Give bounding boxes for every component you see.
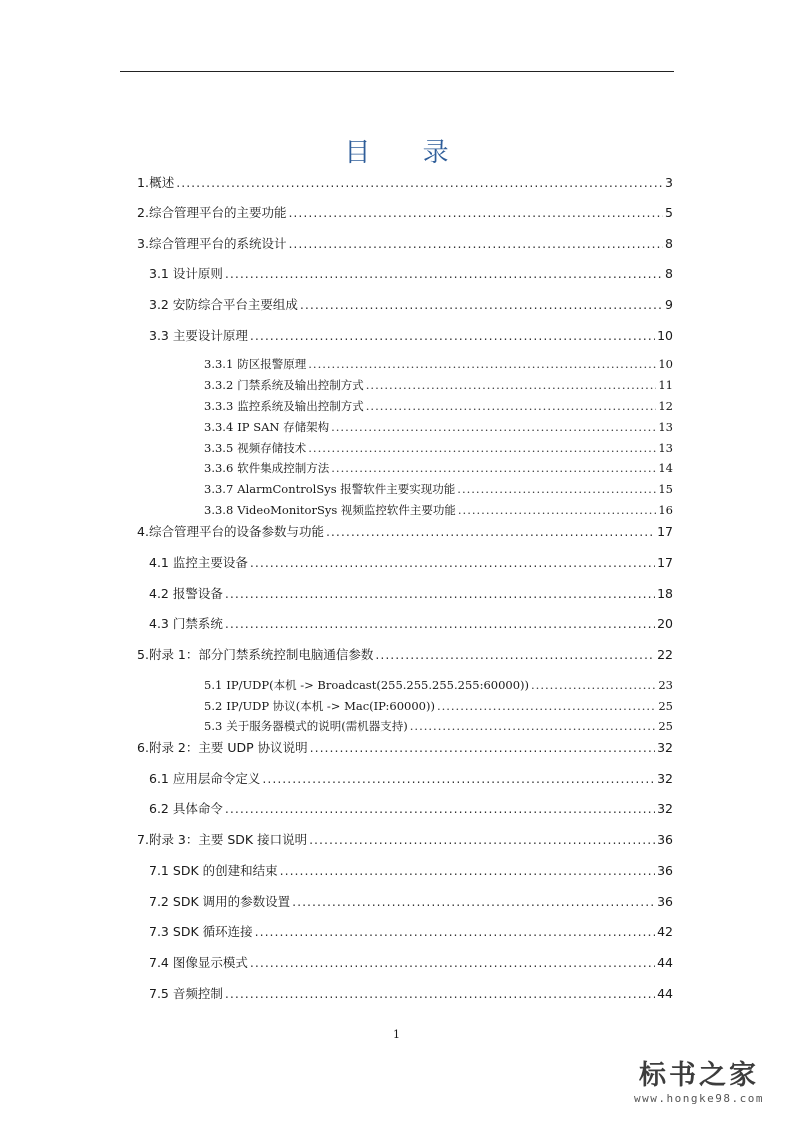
toc-entry[interactable] <box>149 586 673 602</box>
toc-entry[interactable] <box>149 894 673 910</box>
entry-title: AlarmControlSys 报警软件主要实现功能 <box>237 482 456 496</box>
toc-entry[interactable] <box>149 297 673 313</box>
leader-dots <box>366 377 657 393</box>
entry-title: 监控主要设备 <box>172 555 248 570</box>
entry-page: 11 <box>658 378 673 392</box>
leader-dots <box>531 677 656 693</box>
leader-dots <box>288 205 663 221</box>
entry-title: 主要设计原理 <box>172 328 248 343</box>
toc-entry[interactable] <box>137 205 673 221</box>
entry-number: 6.2 <box>149 801 169 816</box>
page-number: 1 <box>393 1028 400 1041</box>
toc-entry[interactable] <box>149 616 673 632</box>
toc-title: 目 录 <box>344 138 471 168</box>
leader-dots <box>300 297 663 313</box>
entry-title: 综合管理平台的设备参数与功能 <box>148 524 324 539</box>
toc-entry[interactable] <box>137 175 673 191</box>
toc-entry[interactable] <box>149 986 673 1002</box>
toc-entry[interactable] <box>149 924 673 940</box>
entry-number: 3. <box>137 236 149 251</box>
entry-number: 7.5 <box>149 986 169 1001</box>
entry-title: 附录 2：主要 UDP 协议说明 <box>148 740 308 755</box>
entry-title: 软件集成控制方法 <box>237 461 330 475</box>
toc-entry[interactable] <box>204 698 673 714</box>
entry-page: 16 <box>658 503 673 517</box>
entry-number: 6.1 <box>149 771 169 786</box>
entry-title: SDK 的创建和结束 <box>172 863 278 878</box>
toc-entry[interactable] <box>137 647 673 663</box>
entry-title: 视频存储技术 <box>237 441 307 455</box>
entry-number: 5.3 <box>204 719 223 733</box>
entry-title: 门禁系统及输出控制方式 <box>237 378 364 392</box>
entry-page: 32 <box>657 801 673 816</box>
entry-title: 具体命令 <box>172 801 223 816</box>
entry-page: 25 <box>658 699 673 713</box>
toc-entry[interactable] <box>204 440 673 456</box>
toc-entry[interactable] <box>204 356 673 372</box>
entry-number: 1. <box>137 175 149 190</box>
entry-number: 7.2 <box>149 894 169 909</box>
entry-number: 3.3.8 <box>204 503 234 517</box>
entry-title: 设计原则 <box>172 266 223 281</box>
entry-page: 10 <box>658 357 673 371</box>
entry-number: 3.2 <box>149 297 169 312</box>
entry-page: 36 <box>657 863 673 878</box>
entry-number: 6. <box>137 740 149 755</box>
entry-number: 5.1 <box>204 678 223 692</box>
leader-dots <box>225 801 655 817</box>
leader-dots <box>280 863 655 879</box>
entry-title: 音频控制 <box>172 986 223 1001</box>
entry-title: 附录 3：主要 SDK 接口说明 <box>148 832 308 847</box>
entry-number: 4.1 <box>149 555 169 570</box>
leader-dots <box>308 440 656 456</box>
header-rule <box>120 71 674 72</box>
leader-dots <box>250 555 655 571</box>
toc-entry[interactable] <box>204 502 673 518</box>
entry-number: 7.4 <box>149 955 169 970</box>
entry-number: 3.3.3 <box>204 399 234 413</box>
leader-dots <box>250 328 655 344</box>
entry-page: 42 <box>657 924 673 939</box>
entry-page: 44 <box>657 955 673 970</box>
leader-dots <box>458 502 656 518</box>
entry-page: 17 <box>657 555 673 570</box>
toc-entry[interactable] <box>204 677 673 693</box>
entry-title: 报警设备 <box>172 586 223 601</box>
toc-entry[interactable] <box>149 555 673 571</box>
entry-title: 关于服务器模式的说明(需机器支持) <box>226 719 408 733</box>
entry-title: IP SAN 存储架构 <box>237 420 330 434</box>
entry-title: 概述 <box>149 175 175 190</box>
toc-entry[interactable] <box>137 740 673 756</box>
entry-title: IP/UDP 协议(本机 -> Mac(IP:60000)) <box>226 699 435 713</box>
entry-page: 9 <box>665 297 673 312</box>
entry-number: 3.3.6 <box>204 461 234 475</box>
toc-entry[interactable] <box>149 863 673 879</box>
entry-number: 3.3.7 <box>204 482 234 496</box>
entry-number: 7. <box>137 832 149 847</box>
entry-title: IP/UDP(本机 -> Broadcast(255.255.255.255:60000)) <box>226 678 530 692</box>
entry-page: 13 <box>658 441 673 455</box>
entry-page: 36 <box>657 894 673 909</box>
leader-dots <box>437 698 656 714</box>
toc-entry[interactable] <box>137 236 673 252</box>
entry-title: SDK 调用的参数设置 <box>172 894 291 909</box>
leader-dots <box>176 175 663 191</box>
entry-number: 4.3 <box>149 616 169 631</box>
toc-entry[interactable] <box>204 377 673 393</box>
entry-page: 10 <box>657 328 673 343</box>
entry-page: 14 <box>658 461 673 475</box>
entry-number: 3.3.2 <box>204 378 234 392</box>
entry-page: 17 <box>657 524 673 539</box>
entry-number: 3.1 <box>149 266 169 281</box>
leader-dots <box>250 955 655 971</box>
entry-title: 安防综合平台主要组成 <box>172 297 298 312</box>
entry-number: 4.2 <box>149 586 169 601</box>
leader-dots <box>310 740 655 756</box>
leader-dots <box>225 986 655 1002</box>
entry-number: 5. <box>137 647 149 662</box>
leader-dots <box>225 616 655 632</box>
entry-number: 3.3.5 <box>204 441 234 455</box>
entry-title: 综合管理平台的主要功能 <box>148 205 287 220</box>
toc-entry[interactable] <box>204 481 673 497</box>
entry-page: 18 <box>657 586 673 601</box>
leader-dots <box>308 356 656 372</box>
entry-page: 36 <box>657 832 673 847</box>
entry-page: 8 <box>665 266 673 281</box>
entry-title: 图像显示模式 <box>172 955 248 970</box>
leader-dots <box>288 236 663 252</box>
leader-dots <box>457 481 656 497</box>
entry-page: 22 <box>657 647 673 662</box>
watermark <box>619 1060 779 1105</box>
entry-page: 23 <box>658 678 673 692</box>
toc-entry[interactable] <box>149 771 673 787</box>
toc-entry[interactable] <box>204 419 673 435</box>
toc-entry[interactable] <box>149 266 673 282</box>
leader-dots <box>225 586 655 602</box>
entry-title: 门禁系统 <box>172 616 223 631</box>
leader-dots <box>375 647 655 663</box>
entry-title: 应用层命令定义 <box>172 771 261 786</box>
entry-number: 7.1 <box>149 863 169 878</box>
entry-page: 15 <box>658 482 673 496</box>
entry-page: 5 <box>665 205 673 220</box>
entry-number: 3.3.1 <box>204 357 234 371</box>
entry-number: 5.2 <box>204 699 223 713</box>
leader-dots <box>366 398 657 414</box>
entry-page: 3 <box>665 175 673 190</box>
entry-page: 13 <box>658 420 673 434</box>
entry-number: 2. <box>137 205 149 220</box>
leader-dots <box>262 771 655 787</box>
entry-page: 25 <box>658 719 673 733</box>
entry-title: 监控系统及输出控制方式 <box>237 399 364 413</box>
entry-number: 7.3 <box>149 924 169 939</box>
watermark-logo: 标书之家 <box>639 1060 759 1091</box>
entry-page: 8 <box>665 236 673 251</box>
entry-title: 综合管理平台的系统设计 <box>148 236 287 251</box>
leader-dots <box>255 924 655 940</box>
toc-entry[interactable] <box>137 524 673 540</box>
leader-dots <box>410 718 657 734</box>
entry-number: 4. <box>137 524 149 539</box>
watermark-url: www.hongke98.com <box>634 1092 764 1105</box>
leader-dots <box>309 832 655 848</box>
entry-title: SDK 循环连接 <box>172 924 253 939</box>
entry-page: 44 <box>657 986 673 1001</box>
entry-page: 20 <box>657 616 673 631</box>
entry-title: 附录 1：部分门禁系统控制电脑通信参数 <box>148 647 374 662</box>
entry-title: 防区报警原理 <box>237 357 307 371</box>
toc-entry[interactable] <box>204 398 673 414</box>
entry-title: VideoMonitorSys 视频监控软件主要功能 <box>237 503 456 517</box>
toc-entry[interactable] <box>204 718 673 734</box>
entry-page: 32 <box>657 771 673 786</box>
leader-dots <box>225 266 663 282</box>
entry-number: 3.3.4 <box>204 420 234 434</box>
entry-page: 32 <box>657 740 673 755</box>
leader-dots <box>292 894 655 910</box>
entry-page: 12 <box>658 399 673 413</box>
toc-entry[interactable] <box>149 955 673 971</box>
entry-number: 3.3 <box>149 328 169 343</box>
toc-entry[interactable] <box>137 832 673 848</box>
toc-entry[interactable] <box>149 801 673 817</box>
leader-dots <box>331 460 656 476</box>
toc-entry[interactable] <box>149 328 673 344</box>
leader-dots <box>326 524 655 540</box>
toc-entry[interactable] <box>204 460 673 476</box>
leader-dots <box>331 419 656 435</box>
